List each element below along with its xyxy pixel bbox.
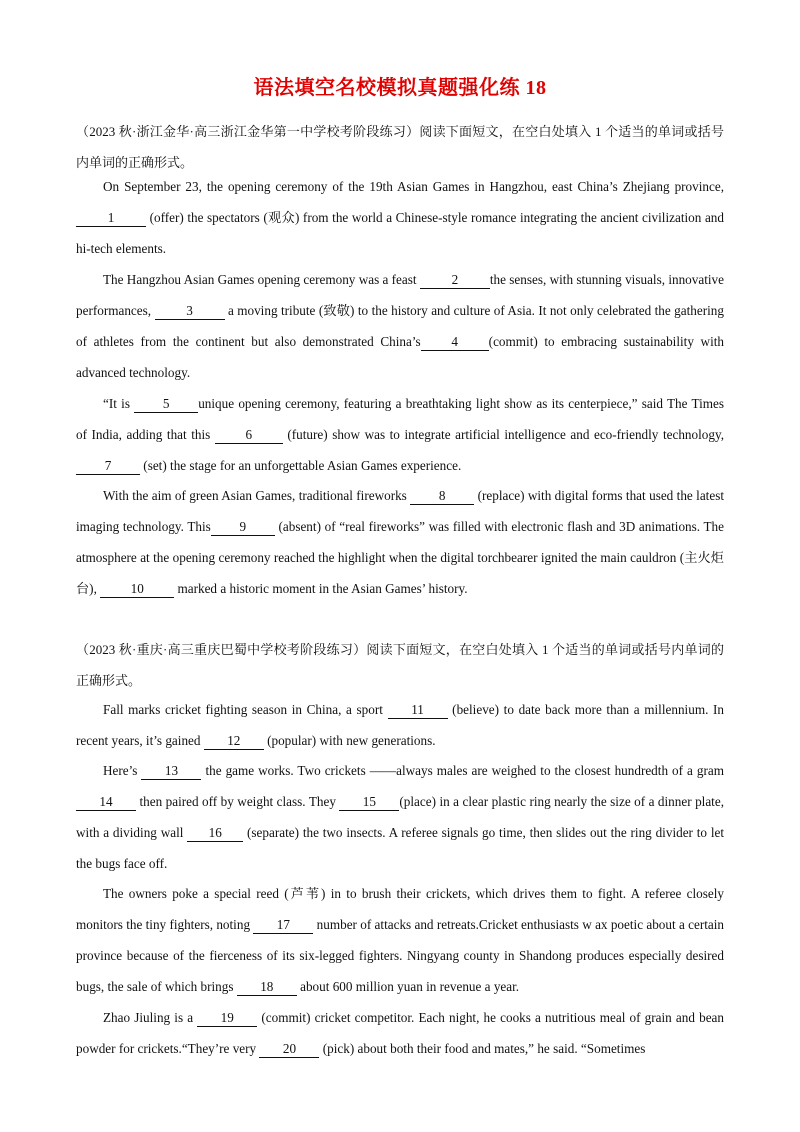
passage2-paragraph-4 bbox=[76, 1002, 724, 1064]
passage1-paragraph-4 bbox=[76, 480, 724, 604]
blank-17: 17 bbox=[253, 917, 313, 934]
blank-19: 19 bbox=[197, 1010, 257, 1027]
blank-8: 8 bbox=[410, 488, 474, 505]
blank-6: 6 bbox=[215, 427, 283, 444]
blank-18: 18 bbox=[237, 979, 297, 996]
passage1-source: （2023 秋·浙江金华·高三浙江金华第一中学校考阶段练习）阅读下面短文，在空白处填入 1 个适当的单词或括号内单词的正确形式。 bbox=[76, 124, 724, 170]
text-segment: (pick) about both their food and mates,” he said. “Sometimes bbox=[319, 1041, 646, 1056]
passage2-paragraph-3 bbox=[76, 878, 724, 1002]
text-segment: number of attacks and retreats.Cricket enthusiasts w ax poetic about a certain province because of the fierceness of its six-legged fighters. Ningyang county in Shandong produces especially desired bugs, the sale of which brings bbox=[76, 917, 724, 994]
blank-4: 4 bbox=[421, 334, 489, 351]
blank-14: 14 bbox=[76, 794, 136, 811]
blank-7: 7 bbox=[76, 458, 140, 475]
text-segment: (commit) cricket competitor. Each night, he cooks a nutritious meal of grain and bean powder for crickets.“They’re very bbox=[76, 1010, 724, 1056]
passage2-source: （2023 秋·重庆·高三重庆巴蜀中学校考阶段练习）阅读下面短文，在空白处填入 1 个适当的单词或括号内单词的正确形式。 bbox=[76, 642, 724, 688]
blank-10: 10 bbox=[100, 581, 174, 598]
blank-9: 9 bbox=[211, 519, 275, 536]
text-segment: (place) in a clear plastic ring nearly the size of a dinner plate, with a dividing wall bbox=[76, 794, 724, 840]
blank-11: 11 bbox=[388, 702, 448, 719]
text-segment: The Hangzhou Asian Games opening ceremony was a feast bbox=[103, 272, 420, 287]
text-segment: (believe) to date back more than a millennium. In recent years, it’s gained bbox=[76, 702, 724, 748]
passage1-paragraph-1 bbox=[76, 171, 724, 264]
text-segment: Zhao Jiuling is a bbox=[103, 1010, 198, 1025]
text-segment: With the aim of green Asian Games, traditional fireworks bbox=[103, 488, 411, 503]
blank-16: 16 bbox=[187, 825, 243, 842]
passage2-paragraph-1 bbox=[76, 694, 724, 756]
blank-13: 13 bbox=[141, 763, 201, 780]
passage1-paragraph-2 bbox=[76, 264, 724, 388]
text-segment: On September 23, the opening ceremony of the 19th Asian Games in Hangzhou, east China’s Zhejiang province, bbox=[103, 179, 724, 194]
blank-12: 12 bbox=[204, 733, 264, 750]
blank-20: 20 bbox=[259, 1041, 319, 1058]
passage2-paragraph-2 bbox=[76, 755, 724, 879]
text-segment: (replace) with digital forms that used the latest imaging technology. This bbox=[76, 488, 724, 534]
text-segment: (set) the stage for an unforgettable Asian Games experience. bbox=[140, 458, 462, 473]
text-segment: The owners poke a special reed (芦苇) in to brush their crickets, which drives them to fight. A referee closely monitors the tiny fighters, noting bbox=[76, 886, 724, 932]
text-segment: marked a historic moment in the Asian Games’ history. bbox=[174, 581, 468, 596]
text-segment: the senses, with stunning visuals, innovative performances, bbox=[76, 272, 724, 318]
blank-15: 15 bbox=[339, 794, 399, 811]
text-segment: Fall marks cricket fighting season in China, a sport bbox=[103, 702, 388, 717]
text-segment: unique opening ceremony, featuring a breathtaking light show as its centerpiece,” said The Times of India, adding that this bbox=[76, 396, 724, 442]
passage1-paragraph-3 bbox=[76, 388, 724, 481]
text-segment: Here’s bbox=[103, 763, 142, 778]
text-segment: (offer) the spectators (观众) from the world a Chinese-style romance integrating the ancient civilization and hi-tech elements. bbox=[76, 210, 724, 256]
text-segment: about 600 million yuan in revenue a year. bbox=[296, 979, 520, 994]
blank-1: 1 bbox=[76, 210, 146, 227]
text-segment: a moving tribute (致敬) to the history and culture of Asia. It not only celebrated the gathering of athletes from the continent but also demonstrated China’s bbox=[76, 303, 724, 349]
blank-3: 3 bbox=[155, 303, 225, 320]
text-segment: (absent) of “real fireworks” was filled with electronic flash and 3D animations. The atmosphere at the opening ceremony reached the highlight when the digital torchbearer ignited the main cauldron (主火炬台), bbox=[76, 519, 724, 596]
text-segment: then paired off by weight class. They bbox=[136, 794, 340, 809]
text-segment: (separate) the two insects. A referee signals go time, then slides out the ring divider to let the bugs face off. bbox=[76, 825, 725, 871]
blank-5: 5 bbox=[134, 396, 198, 413]
text-segment: (popular) with new generations. bbox=[263, 733, 436, 748]
text-segment: “It is bbox=[103, 396, 135, 411]
page-title: 语法填空名校模拟真题强化练 18 bbox=[253, 77, 547, 99]
text-segment: (commit) to embracing sustainability with advanced technology. bbox=[76, 334, 725, 380]
text-segment: (future) show was to integrate artificial intelligence and eco-friendly technology, bbox=[282, 427, 724, 442]
blank-2: 2 bbox=[420, 272, 490, 289]
text-segment: the game works. Two crickets ——always males are weighed to the closest hundredth of a gram bbox=[201, 763, 724, 778]
